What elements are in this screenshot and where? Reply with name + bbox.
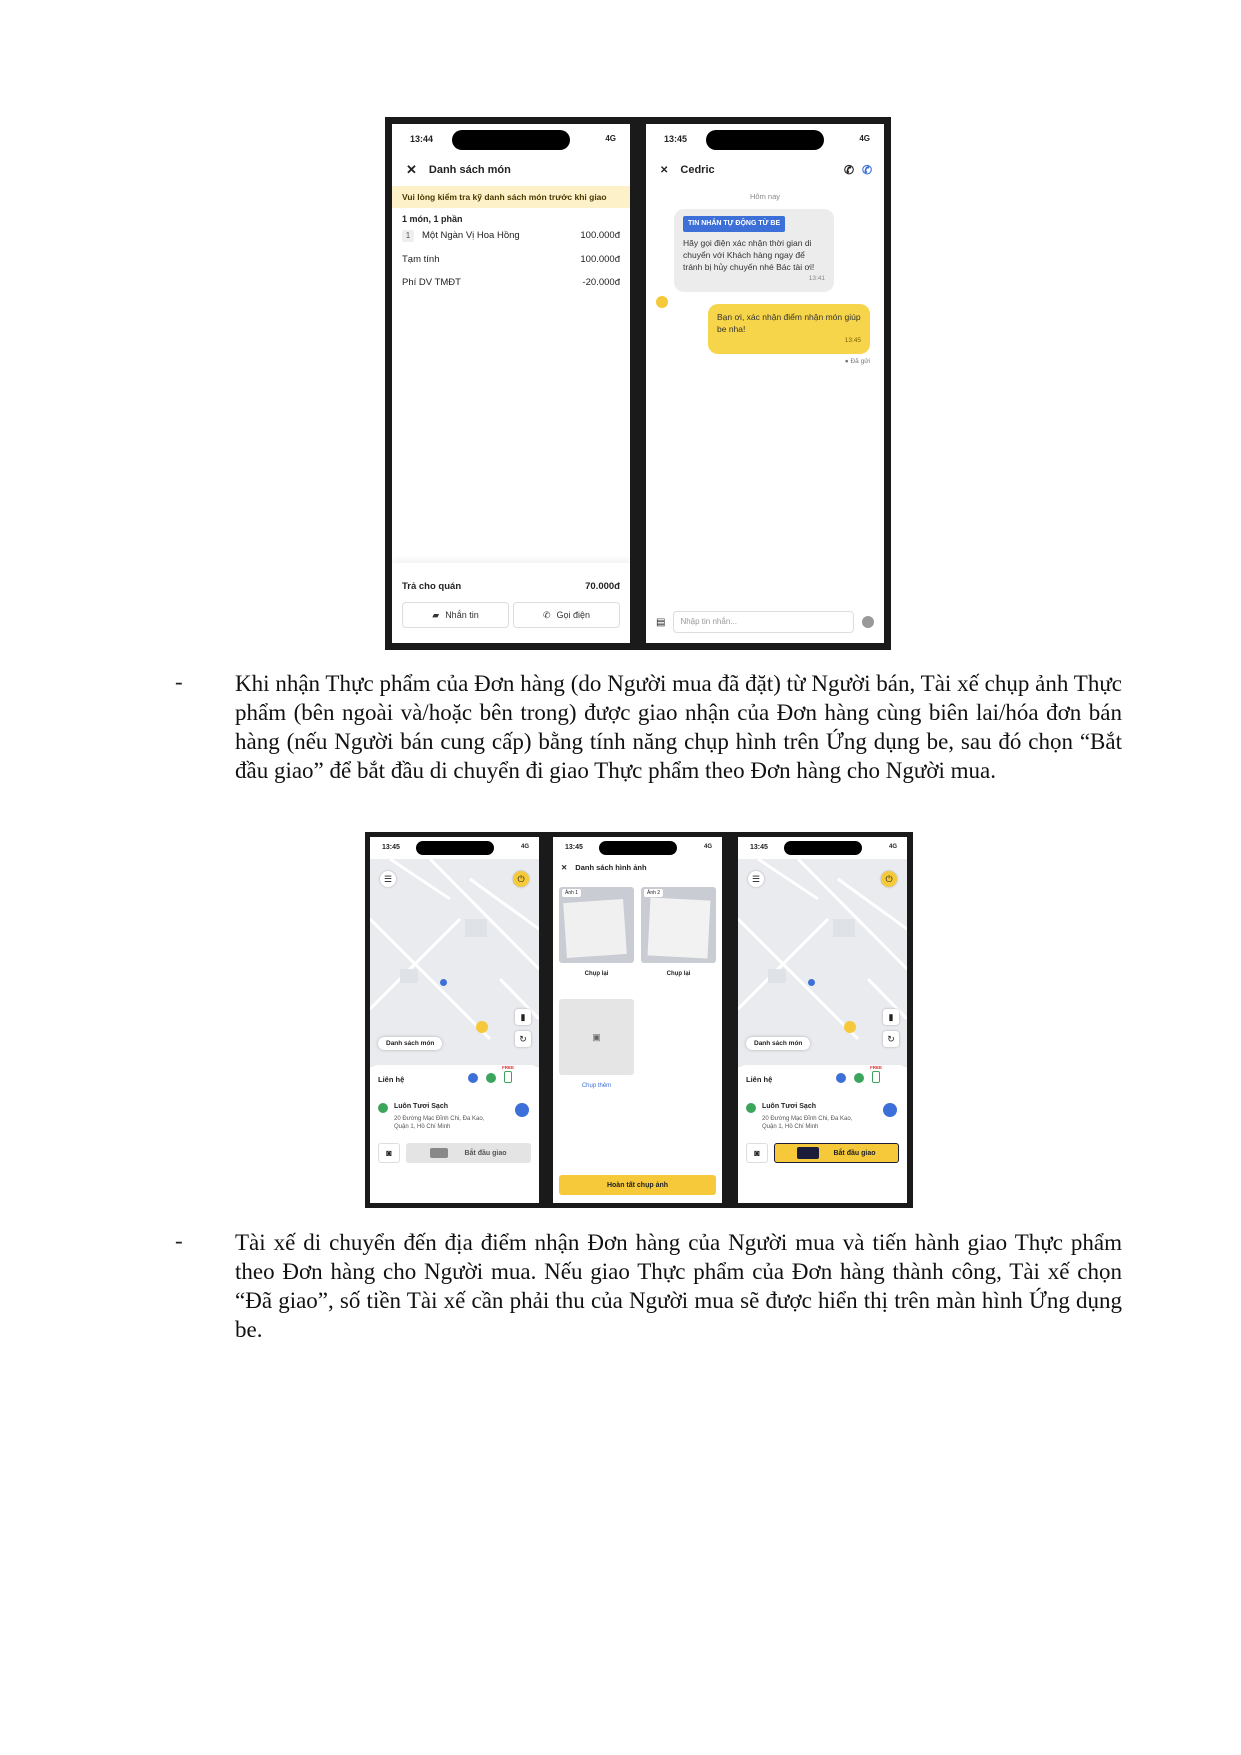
nav-marker bbox=[476, 1021, 488, 1033]
my-message-bubble bbox=[708, 304, 870, 354]
screen-title: Danh sách món bbox=[428, 164, 511, 176]
add-more-button[interactable]: Chụp thêm bbox=[581, 1083, 612, 1089]
store-name: Luôn Tươi Sạch bbox=[762, 1103, 816, 1110]
close-icon[interactable]: ✕ bbox=[561, 863, 568, 872]
item-list-chip[interactable]: Danh sách món bbox=[378, 1037, 442, 1050]
subtotal-label: Tạm tính bbox=[402, 254, 440, 265]
free-badge: FREE bbox=[870, 1065, 883, 1070]
call-button-label: Gọi điện bbox=[556, 610, 591, 620]
status-bar bbox=[553, 837, 722, 859]
free-badge: FREE bbox=[502, 1065, 515, 1070]
item-list-screen bbox=[392, 124, 630, 643]
contact-name: Cedric bbox=[680, 164, 715, 176]
recenter-button[interactable]: ▮ bbox=[515, 1009, 531, 1025]
start-delivery-button[interactable] bbox=[406, 1143, 531, 1163]
recenter-button[interactable]: ▮ bbox=[883, 1009, 899, 1025]
driver-location-marker bbox=[440, 979, 447, 986]
status-time: 13:45 bbox=[750, 844, 768, 851]
store-check-icon bbox=[378, 1103, 388, 1113]
message-button[interactable] bbox=[402, 602, 509, 628]
signal-indicator: 4G bbox=[888, 844, 897, 850]
start-delivery-label: Bắt đầu giao bbox=[833, 1149, 876, 1157]
bot-avatar bbox=[656, 296, 668, 308]
signal-indicator: 4G bbox=[859, 134, 870, 143]
signal-indicator: 4G bbox=[520, 844, 529, 850]
store-name: Luôn Tươi Sạch bbox=[394, 1103, 448, 1110]
signal-indicator: 4G bbox=[605, 134, 616, 143]
dynamic-island bbox=[706, 130, 824, 150]
map-view[interactable] bbox=[370, 859, 539, 1067]
paragraph-1: Khi nhận Thực phẩm của Đơn hàng (do Người mua đã đặt) từ Người bán, Tài xế chụp ảnh Thực phẩm (bên ngoài và/hoặc bên trong) được giao nhận của Đơn hàng cùng biên lai/hóa đơn bán hàng (nếu Người bán cung cấp) bằng tính năng chụp hình trên Ứng dụng be, sau đó chọn “Bắt đầu giao” để bắt đầu di chuyển đi giao Thực phẩm theo Đơn hàng cho Người mua. bbox=[235, 671, 1122, 783]
photo-2-label: Ảnh 2 bbox=[644, 889, 663, 897]
auto-message-tag: TIN NHẮN TỰ ĐỘNG TỪ BE bbox=[683, 216, 785, 232]
message-input[interactable]: Nhập tin nhắn... bbox=[673, 611, 854, 633]
menu-button[interactable]: ☰ bbox=[748, 871, 764, 887]
my-message-time: 13:45 bbox=[844, 337, 861, 344]
store-check-icon bbox=[746, 1103, 756, 1113]
phone-free-icon[interactable] bbox=[504, 1071, 512, 1083]
phone-free-icon[interactable] bbox=[872, 1071, 880, 1083]
route-button[interactable]: ↻ bbox=[515, 1031, 531, 1047]
start-delivery-label: Bắt đầu giao bbox=[464, 1149, 507, 1157]
photo-list-screen bbox=[553, 837, 722, 1203]
finish-photos-button[interactable]: Hoàn tất chụp ảnh bbox=[559, 1175, 716, 1195]
figure-photo-and-start bbox=[365, 832, 913, 1208]
auto-message-text: Hãy gọi điện xác nhận thời gian di chuyển với Khách hàng ngay để tránh bị hủy chuyến nhé Bác tài ơi! bbox=[683, 238, 815, 272]
nav-marker bbox=[844, 1021, 856, 1033]
chat-icon: ▰ bbox=[432, 609, 440, 620]
close-icon[interactable]: ✕ bbox=[660, 164, 669, 176]
slide-icon bbox=[430, 1148, 448, 1158]
fee-label: Phí DV TMĐT bbox=[402, 277, 461, 288]
footer bbox=[392, 563, 630, 643]
power-button[interactable]: ⏻ bbox=[881, 871, 897, 887]
menu-button[interactable]: ☰ bbox=[380, 871, 396, 887]
message-button-label: Nhắn tin bbox=[445, 610, 479, 620]
item-name: Một Ngàn Vị Hoa Hồng bbox=[422, 230, 520, 241]
route-button[interactable]: ↻ bbox=[883, 1031, 899, 1047]
order-item-row bbox=[392, 230, 630, 242]
status-time: 13:45 bbox=[382, 844, 400, 851]
dynamic-island bbox=[784, 841, 862, 855]
call-button[interactable] bbox=[513, 602, 620, 628]
camera-button[interactable]: ◙ bbox=[378, 1143, 400, 1163]
map-screen-after bbox=[738, 837, 907, 1203]
auto-message-bubble bbox=[674, 209, 834, 292]
retake-button-2[interactable]: Chụp lại bbox=[666, 971, 691, 977]
bullet-2: - bbox=[175, 1228, 183, 1253]
bullet-1: - bbox=[175, 669, 183, 694]
driver-location-marker bbox=[808, 979, 815, 986]
call-icon[interactable]: ✆ bbox=[843, 163, 854, 177]
item-price: 100.000đ bbox=[580, 230, 620, 241]
contact-label: Liên hệ bbox=[378, 1075, 405, 1084]
template-icon[interactable]: ▤ bbox=[656, 616, 666, 628]
message-icon[interactable] bbox=[468, 1073, 478, 1083]
fee-row bbox=[392, 277, 630, 288]
order-summary: 1 món, 1 phần bbox=[402, 214, 463, 224]
send-icon[interactable] bbox=[862, 616, 874, 628]
image-placeholder-icon: ▣ bbox=[592, 1031, 601, 1042]
status-bar bbox=[370, 837, 539, 859]
map-roads bbox=[370, 859, 539, 1067]
status-time: 13:45 bbox=[664, 134, 688, 144]
chat-input-bar bbox=[646, 601, 884, 643]
item-qty: 1 bbox=[402, 230, 414, 242]
retake-button-1[interactable]: Chụp lại bbox=[584, 971, 609, 977]
store-address: 20 Đường Mạc Đĩnh Chi, Đa Kao, Quận 1, Hồ Chí Minh bbox=[394, 1116, 485, 1130]
my-message-text: Bạn ơi, xác nhận điểm nhận món giúp be nha! bbox=[717, 312, 861, 334]
navigate-icon[interactable] bbox=[883, 1103, 897, 1117]
photo-screen-title: Danh sách hình ảnh bbox=[575, 863, 647, 872]
store-address: 20 Đường Mạc Đĩnh Chi, Đa Kao, Quận 1, Hồ Chí Minh bbox=[762, 1116, 853, 1130]
camera-button[interactable]: ◙ bbox=[746, 1143, 768, 1163]
warning-banner: Vui lòng kiểm tra kỹ danh sách món trước khi giao bbox=[392, 186, 630, 208]
message-icon[interactable] bbox=[836, 1073, 846, 1083]
signal-indicator: 4G bbox=[703, 844, 712, 850]
pay-value: 70.000đ bbox=[585, 581, 620, 592]
status-bar bbox=[646, 124, 884, 154]
call-icon[interactable] bbox=[854, 1073, 864, 1083]
sent-status-label: Đã gửi bbox=[850, 358, 870, 365]
close-icon[interactable]: ✕ bbox=[406, 162, 417, 177]
slide-icon bbox=[797, 1147, 819, 1159]
power-button[interactable]: ⏻ bbox=[513, 871, 529, 887]
add-photo-tile[interactable] bbox=[559, 999, 634, 1075]
phone-icon: ✆ bbox=[542, 609, 551, 620]
order-panel bbox=[370, 1065, 539, 1203]
subtotal-value: 100.000đ bbox=[580, 254, 620, 265]
map-roads bbox=[738, 859, 907, 1067]
status-bar bbox=[392, 124, 630, 154]
status-time: 13:45 bbox=[565, 844, 583, 851]
dynamic-island bbox=[452, 130, 570, 150]
navigate-icon[interactable] bbox=[515, 1103, 529, 1117]
dynamic-island bbox=[599, 841, 677, 855]
auto-message-time: 13:41 bbox=[808, 275, 825, 282]
order-panel bbox=[738, 1065, 907, 1203]
start-delivery-button[interactable] bbox=[774, 1143, 899, 1163]
call-icon[interactable] bbox=[486, 1073, 496, 1083]
paragraph-2: Tài xế di chuyển đến địa điểm nhận Đơn hàng của Người mua và tiến hành giao Thực phẩm theo Đơn hàng cho Người mua. Nếu giao Thực phẩm của Đơn hàng thành công, Tài xế chọn “Đã giao”, số tiền Tài xế cần phải thu của Người mua sẽ được hiển thị trên màn hình Ứng dụng be. bbox=[235, 1230, 1122, 1342]
status-bar bbox=[738, 837, 907, 859]
fee-value: -20.000đ bbox=[582, 277, 620, 288]
pay-label: Trả cho quán bbox=[402, 581, 462, 592]
subtotal-row bbox=[392, 254, 630, 265]
video-call-icon[interactable]: ✆ bbox=[861, 163, 872, 177]
status-time: 13:44 bbox=[410, 134, 434, 144]
item-list-chip[interactable]: Danh sách món bbox=[746, 1037, 810, 1050]
map-view[interactable] bbox=[738, 859, 907, 1067]
chat-screen bbox=[646, 124, 884, 643]
photo-2[interactable] bbox=[641, 887, 716, 963]
date-separator: Hôm nay bbox=[749, 192, 780, 201]
sent-status: ● Đã gửi bbox=[844, 358, 870, 365]
figure-order-and-chat bbox=[385, 117, 891, 650]
map-screen-before bbox=[370, 837, 539, 1203]
dynamic-island bbox=[416, 841, 494, 855]
photo-1[interactable] bbox=[559, 887, 634, 963]
photo-1-label: Ảnh 1 bbox=[562, 889, 581, 897]
contact-label: Liên hệ bbox=[746, 1075, 773, 1084]
